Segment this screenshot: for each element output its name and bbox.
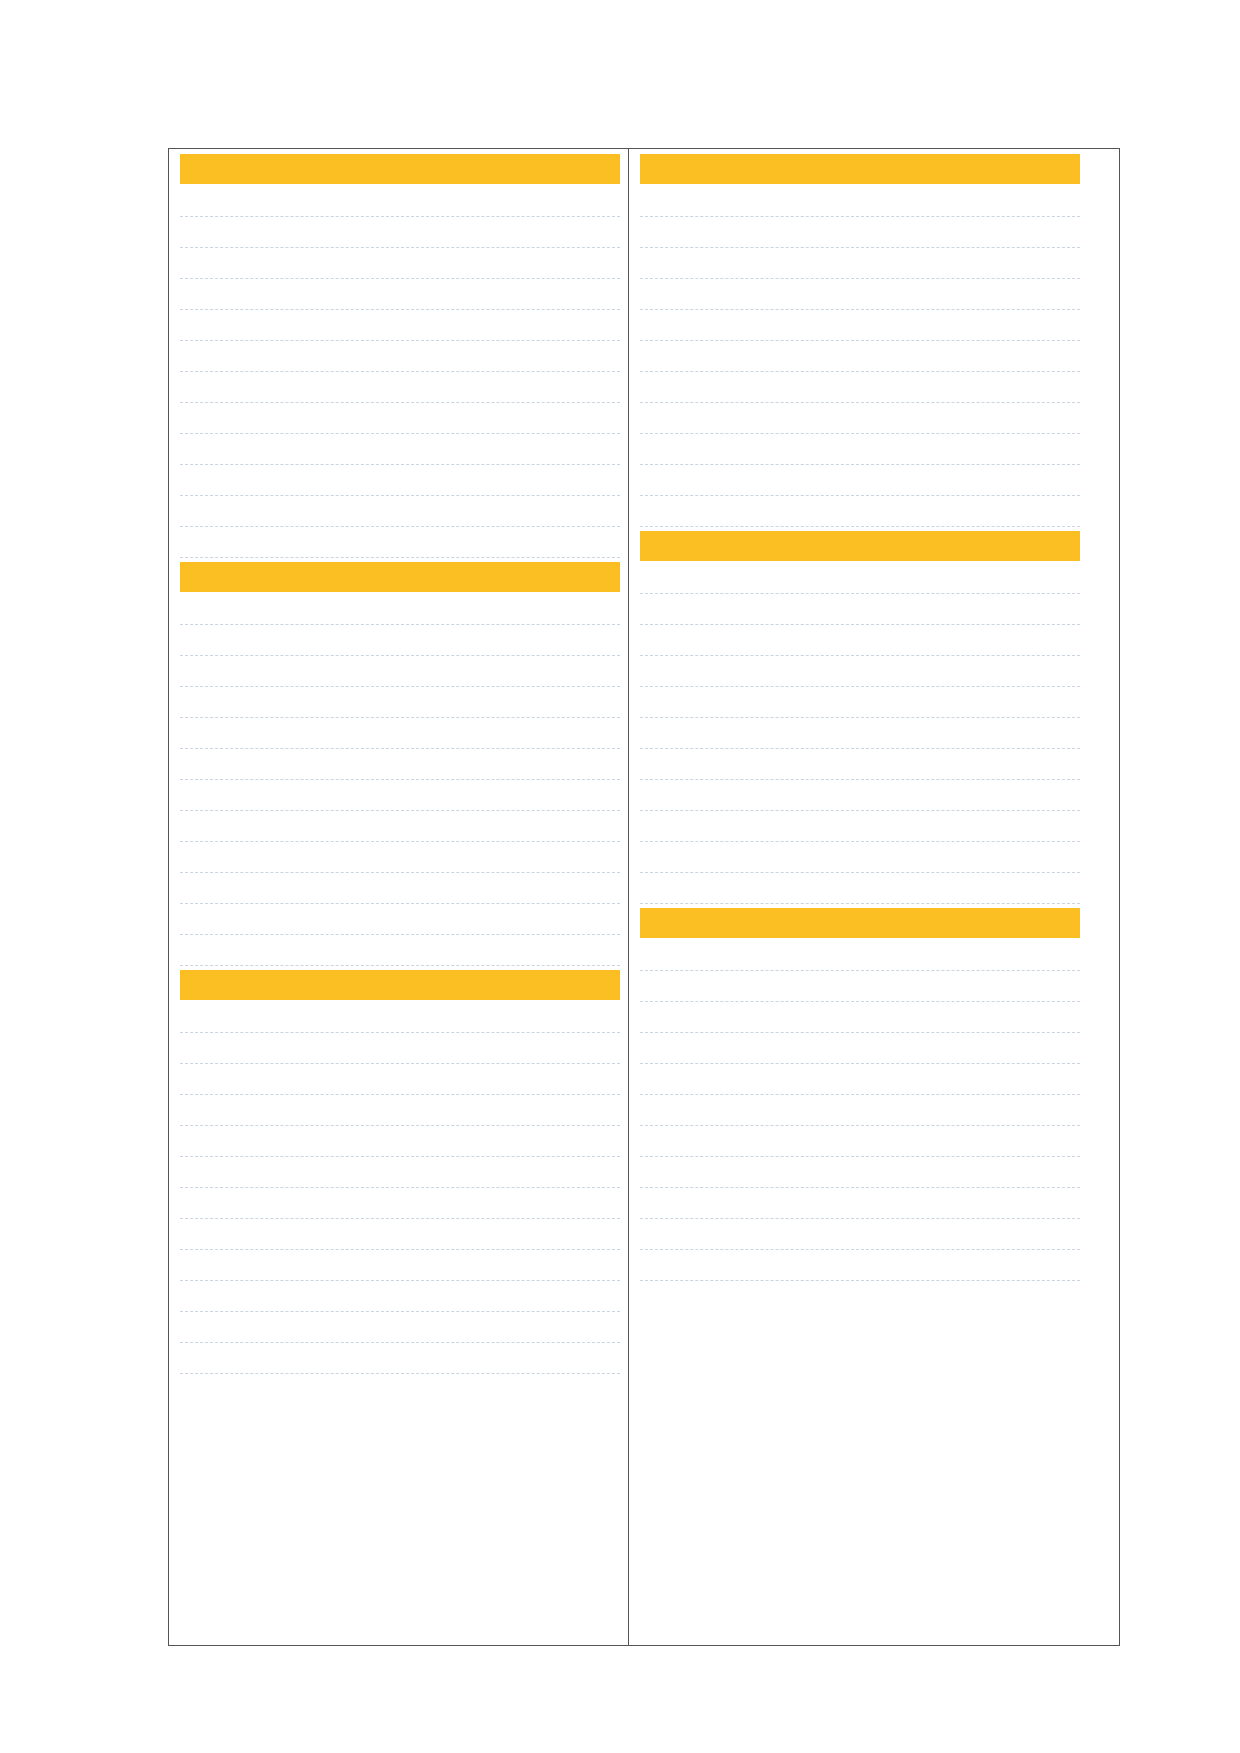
text-line-slot bbox=[180, 252, 620, 279]
text-line-slot bbox=[640, 846, 1080, 873]
text-line-slot bbox=[640, 469, 1080, 496]
text-line-slot bbox=[640, 1068, 1080, 1095]
text-line-slot bbox=[180, 846, 620, 873]
text-line-slot bbox=[640, 1099, 1080, 1126]
text-line-slot bbox=[180, 1285, 620, 1312]
text-line-slot bbox=[180, 531, 620, 558]
text-line-slot bbox=[640, 221, 1080, 248]
text-line-slot bbox=[180, 221, 620, 248]
text-line-slot bbox=[640, 722, 1080, 749]
text-line-slot bbox=[640, 407, 1080, 434]
text-line-slot bbox=[180, 939, 620, 966]
text-line-slot bbox=[180, 500, 620, 527]
text-line-slot bbox=[180, 722, 620, 749]
lesson-heading-slot bbox=[180, 154, 620, 184]
text-line-slot bbox=[180, 438, 620, 465]
text-line-slot bbox=[640, 784, 1080, 811]
column-divider bbox=[628, 148, 629, 1646]
lesson-heading-slot bbox=[180, 562, 620, 592]
lesson-heading-slot bbox=[640, 531, 1080, 561]
text-line-slot bbox=[180, 1006, 620, 1033]
text-line-slot bbox=[180, 1223, 620, 1250]
text-line-slot bbox=[640, 1006, 1080, 1033]
text-line-slot bbox=[640, 691, 1080, 718]
text-line-slot bbox=[640, 1192, 1080, 1219]
text-line-slot bbox=[180, 1192, 620, 1219]
text-line-slot bbox=[180, 660, 620, 687]
text-line-slot bbox=[180, 1254, 620, 1281]
text-line-slot bbox=[640, 252, 1080, 279]
lesson-heading-slot bbox=[640, 908, 1080, 938]
text-line-slot bbox=[640, 815, 1080, 842]
text-line-slot bbox=[640, 500, 1080, 527]
text-line-slot bbox=[640, 1037, 1080, 1064]
text-line-slot bbox=[180, 407, 620, 434]
text-line-slot bbox=[180, 1068, 620, 1095]
left-column bbox=[180, 150, 620, 1378]
text-line-slot bbox=[640, 629, 1080, 656]
text-line-slot bbox=[640, 314, 1080, 341]
text-line-slot bbox=[640, 598, 1080, 625]
text-line-slot bbox=[640, 1161, 1080, 1188]
lesson-heading-slot bbox=[180, 970, 620, 1000]
text-line-slot bbox=[180, 469, 620, 496]
text-line-slot bbox=[640, 1130, 1080, 1157]
text-line-slot bbox=[180, 1130, 620, 1157]
text-line-slot bbox=[180, 314, 620, 341]
text-line-slot bbox=[180, 345, 620, 372]
text-line-slot bbox=[180, 376, 620, 403]
text-line-slot bbox=[640, 283, 1080, 310]
right-column bbox=[640, 150, 1080, 1285]
text-line-slot bbox=[640, 1223, 1080, 1250]
text-line-slot bbox=[640, 660, 1080, 687]
text-line-slot bbox=[180, 753, 620, 780]
text-line-slot bbox=[180, 784, 620, 811]
text-line-slot bbox=[180, 629, 620, 656]
text-line-slot bbox=[180, 691, 620, 718]
text-line-slot bbox=[180, 1099, 620, 1126]
text-line-slot bbox=[180, 1347, 620, 1374]
text-line-slot bbox=[640, 975, 1080, 1002]
text-line-slot bbox=[640, 944, 1080, 971]
text-line-slot bbox=[640, 1254, 1080, 1281]
text-line-slot bbox=[180, 283, 620, 310]
text-line-slot bbox=[180, 908, 620, 935]
text-line-slot bbox=[180, 815, 620, 842]
text-line-slot bbox=[640, 877, 1080, 904]
text-line-slot bbox=[640, 567, 1080, 594]
text-line-slot bbox=[640, 345, 1080, 372]
text-line-slot bbox=[180, 1161, 620, 1188]
text-line-slot bbox=[180, 877, 620, 904]
text-line-slot bbox=[180, 190, 620, 217]
text-line-slot bbox=[180, 1037, 620, 1064]
text-line-slot bbox=[640, 376, 1080, 403]
lesson-heading-slot bbox=[640, 154, 1080, 184]
text-line-slot bbox=[640, 753, 1080, 780]
text-line-slot bbox=[640, 190, 1080, 217]
text-line-slot bbox=[640, 438, 1080, 465]
text-line-slot bbox=[180, 1316, 620, 1343]
text-line-slot bbox=[180, 598, 620, 625]
